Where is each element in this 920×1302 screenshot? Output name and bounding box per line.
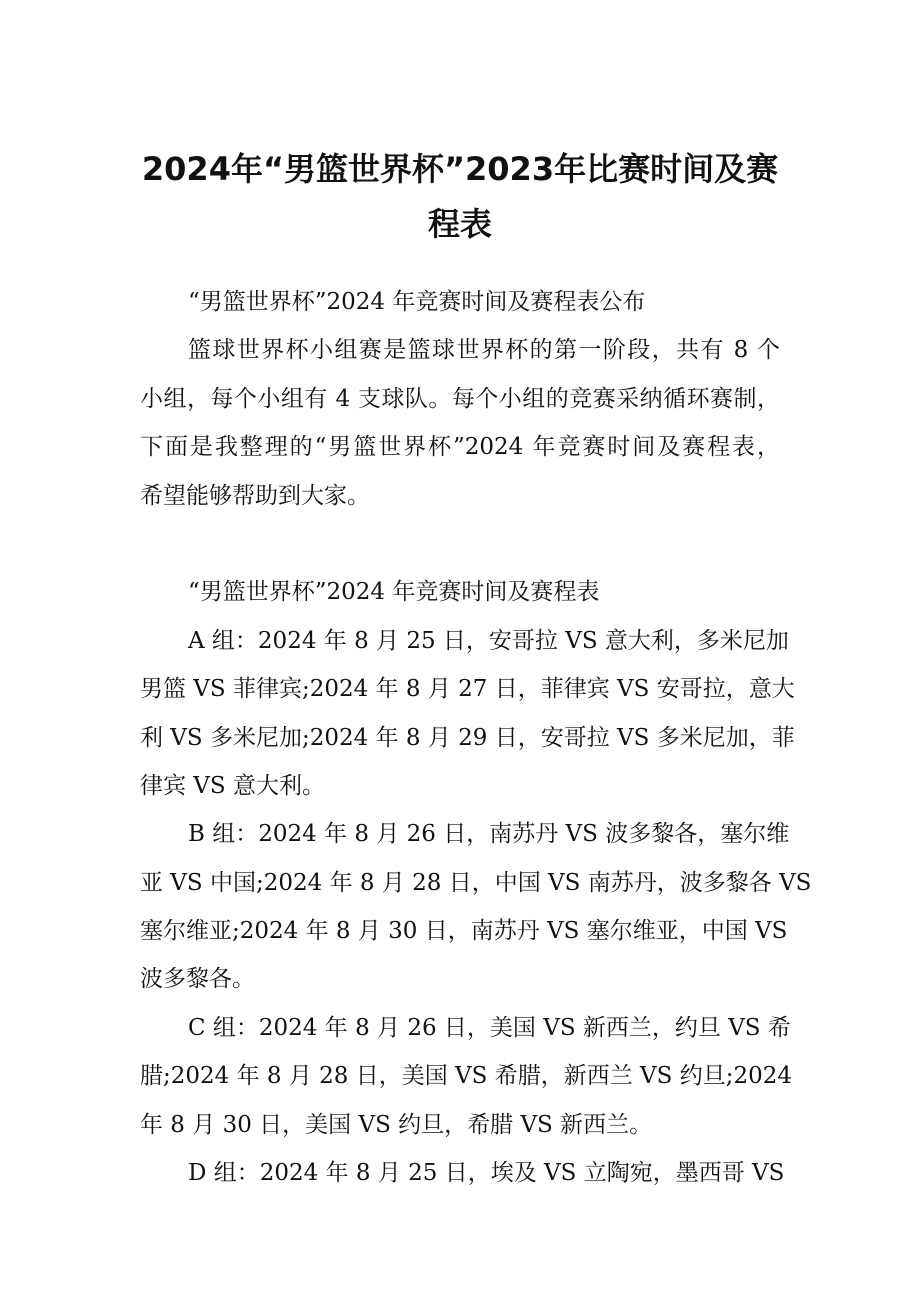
paragraph [140,810,812,1004]
paragraph-line: 亚 VS 中国;2024 年 8 月 28 日，中国 VS 南苏丹，波多黎各 VS [140,869,812,896]
paragraph-line: 律宾 VS 意大利。 [140,772,325,799]
paragraph-line: 希望能够帮助到大家。 [140,482,370,509]
paragraph-line: “男篮世界杯”2024 年竞赛时间及赛程表 [188,579,600,606]
paragraph-line: 年 8 月 30 日，美国 VS 约旦，希腊 VS 新西兰。 [140,1111,653,1138]
paragraph-line: 塞尔维亚;2024 年 8 月 30 日，南苏丹 VS 塞尔维亚，中国 VS [140,918,788,945]
paragraph [140,278,780,326]
title-line-1: 2024年“男篮世界杯”2023年比赛时间及赛 [141,150,779,188]
paragraph-line: D 组：2024 年 8 月 25 日，埃及 VS 立陶宛，墨西哥 VS [188,1160,785,1187]
paragraph-line: B 组：2024 年 8 月 26 日，南苏丹 VS 波多黎各，塞尔维 [188,821,790,848]
blank-line [140,520,780,568]
paragraph [140,326,780,520]
paragraph-line: 利 VS 多米尼加;2024 年 8 月 29 日，安哥拉 VS 多米尼加，菲 [140,724,795,751]
paragraph [140,1004,792,1149]
paragraph-line: 篮球世界杯小组赛是篮球世界杯的第一阶段，共有 8 个 [188,337,780,364]
document-title [100,142,820,252]
paragraph [140,1149,785,1197]
paragraph [140,617,795,811]
paragraph-line: “男篮世界杯”2024 年竞赛时间及赛程表公布 [188,289,646,315]
paragraph-line: 下面是我整理的“男篮世界杯”2024 年竞赛时间及赛程表， [140,434,780,461]
document-body [140,278,812,1197]
paragraph-line: 男篮 VS 菲律宾;2024 年 8 月 27 日，菲律宾 VS 安哥拉，意大 [140,676,795,703]
title-line-2: 程表 [427,205,492,243]
paragraph-line: A 组：2024 年 8 月 25 日，安哥拉 VS 意大利，多米尼加 [188,627,789,654]
paragraph-line: 小组，每个小组有 4 支球队。每个小组的竞赛采纳循环赛制， [140,385,780,412]
paragraph-line: 腊;2024 年 8 月 28 日，美国 VS 希腊，新西兰 VS 约旦;2024 [140,1063,792,1090]
paragraph-line: C 组：2024 年 8 月 26 日，美国 VS 新西兰，约旦 VS 希 [188,1014,791,1041]
paragraph-line: 波多黎各。 [140,966,255,993]
paragraph [140,568,780,616]
